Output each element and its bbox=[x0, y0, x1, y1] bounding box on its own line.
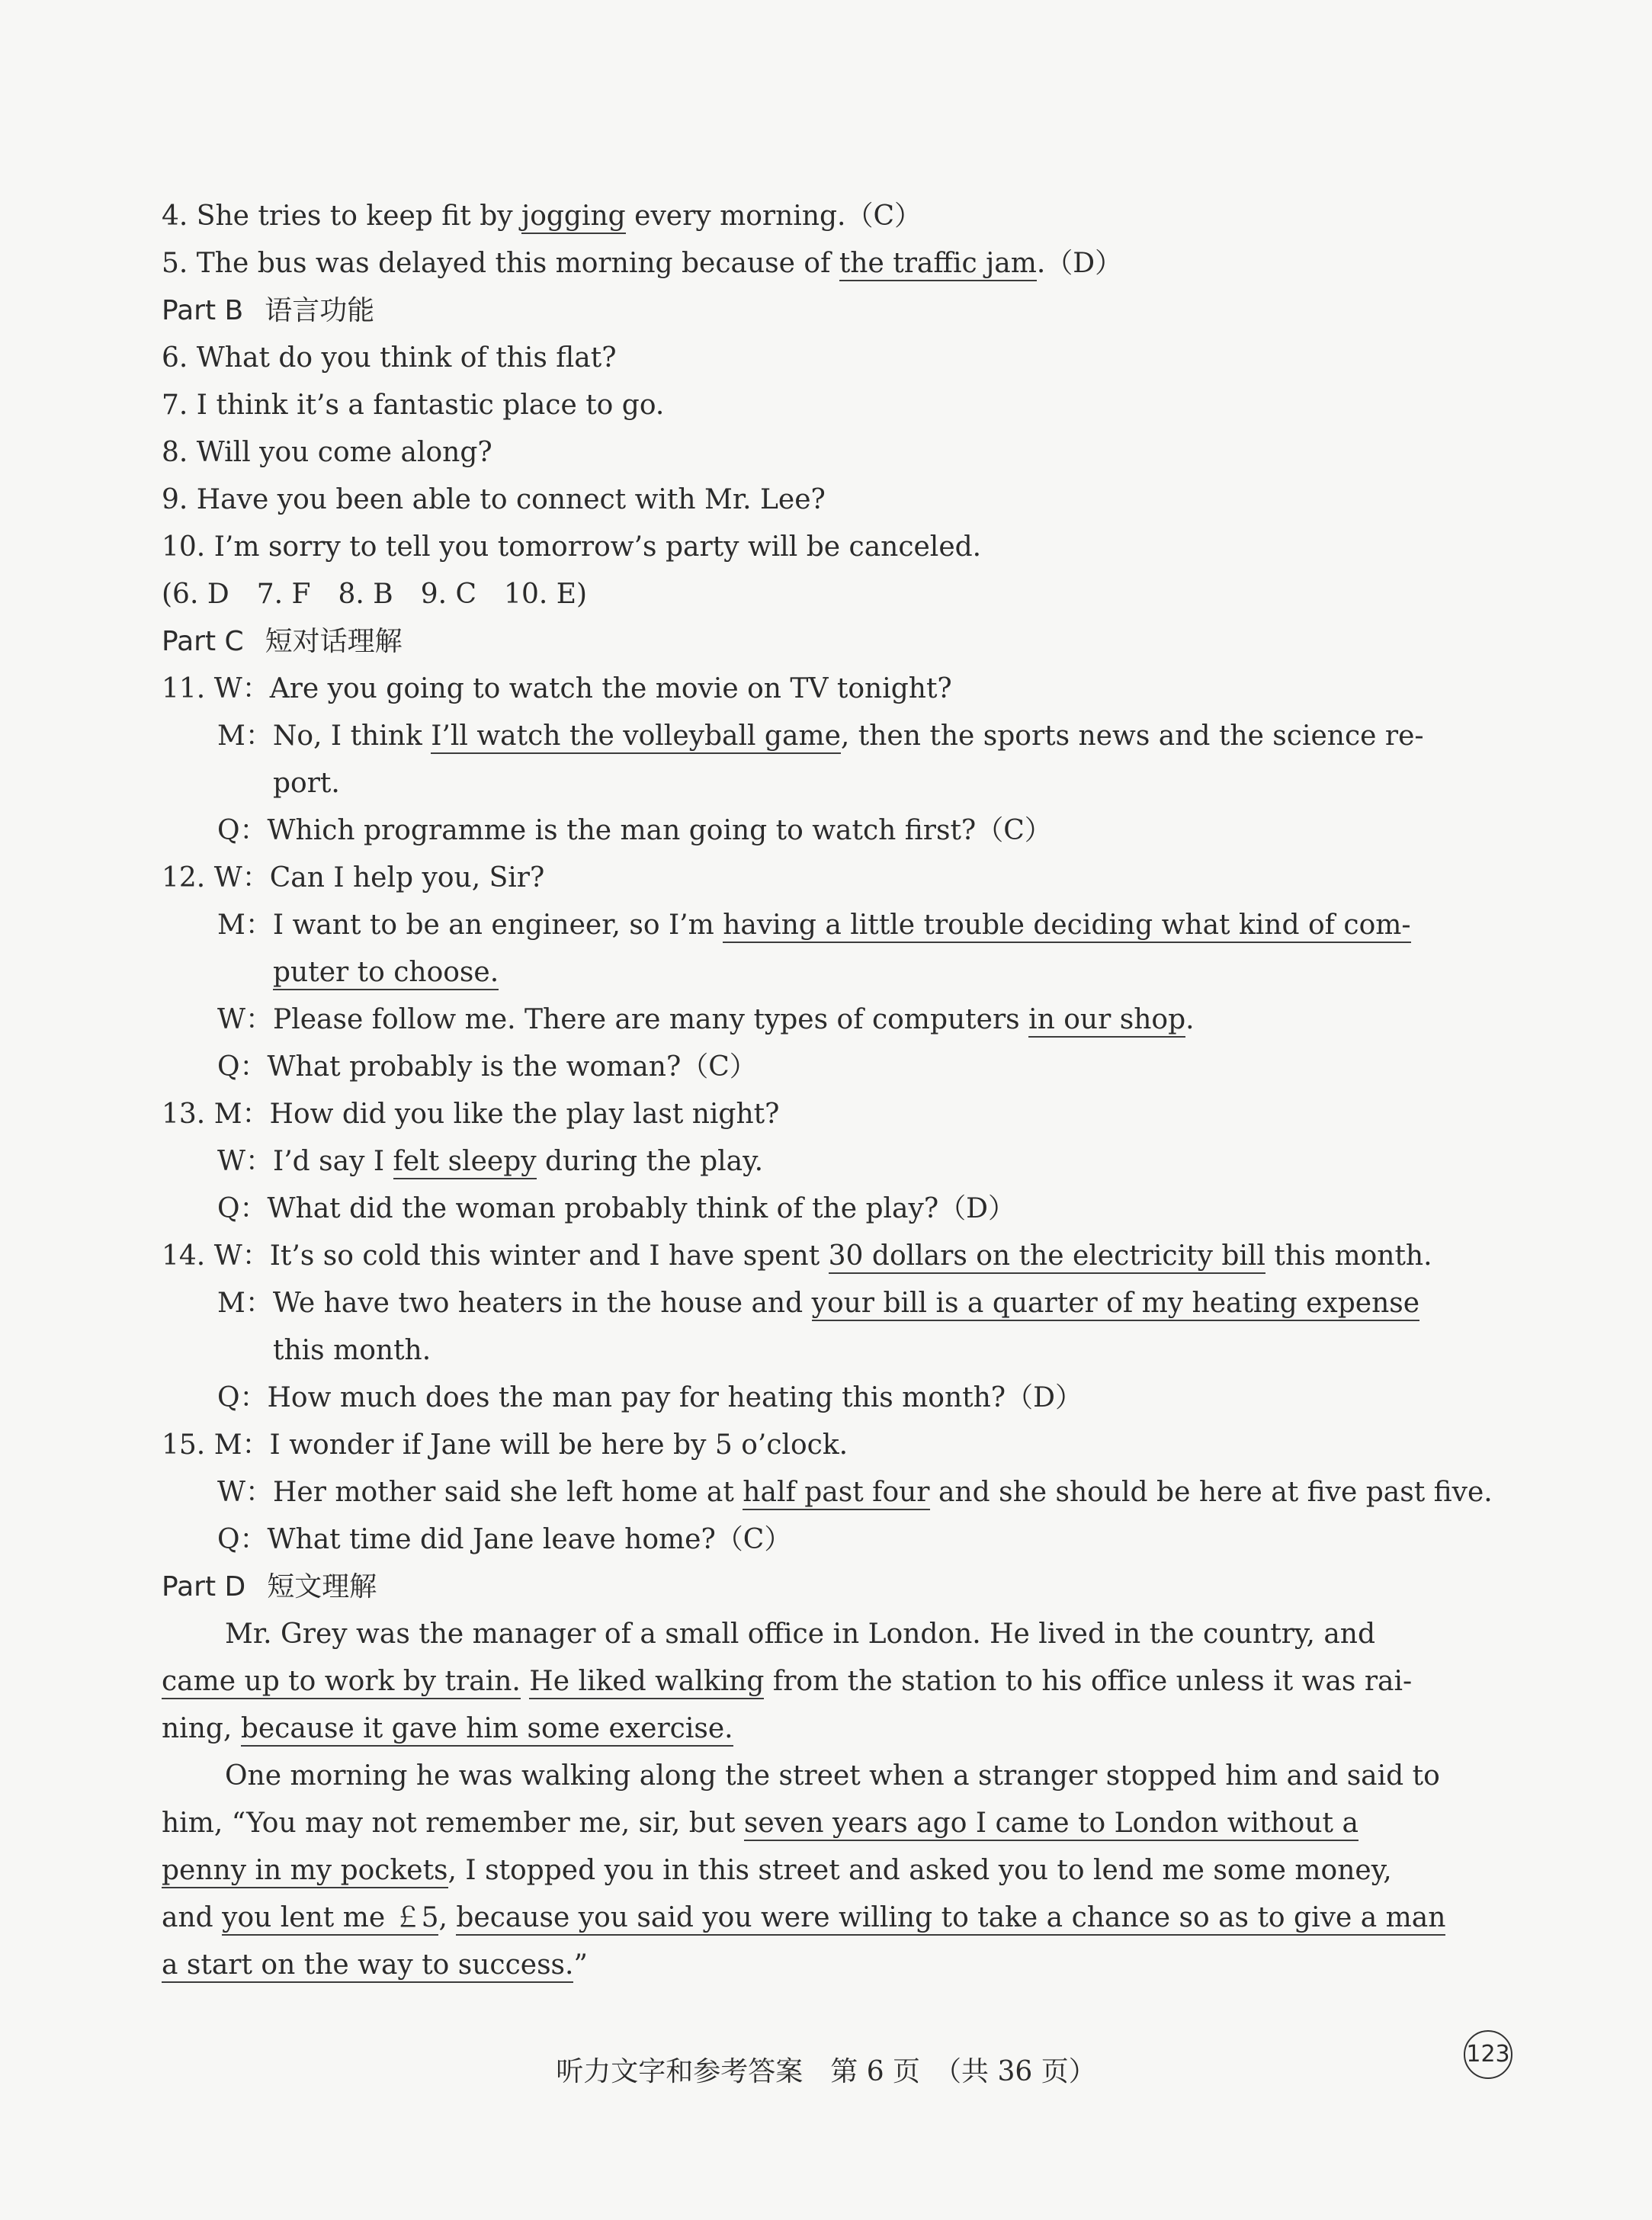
text-line bbox=[162, 479, 826, 521]
text-run: 14. W：It’s so cold this winter and I have spent bbox=[162, 1240, 829, 1272]
underlined-answer: because you said you were willing to take a chance so as to give a man bbox=[456, 1902, 1445, 1936]
text-run: during the play. bbox=[536, 1146, 764, 1177]
text-line bbox=[162, 384, 664, 427]
text-run: . bbox=[1185, 1004, 1195, 1035]
text-line bbox=[217, 904, 1411, 947]
section-heading bbox=[162, 621, 403, 663]
text-run: Mr. Grey was the manager of a small office in London. He lived in the country, and bbox=[225, 1618, 1376, 1650]
page-number: 123 bbox=[1466, 2041, 1510, 2068]
underlined-answer: 30 dollars on the electricity bill bbox=[829, 1240, 1265, 1274]
text-run: and she should be here at five past five. bbox=[929, 1477, 1493, 1508]
text-run: Q：Which programme is the man going to watch first?（C） bbox=[217, 815, 1052, 846]
text-run: and bbox=[162, 1902, 223, 1933]
text-run: , bbox=[438, 1902, 457, 1933]
text-line bbox=[162, 1093, 779, 1136]
paragraph-line bbox=[162, 1849, 1392, 1892]
text-run: 5. The bus was delayed this morning because of bbox=[162, 248, 839, 279]
underlined-answer: puter to choose. bbox=[273, 957, 499, 990]
text-run: .（D） bbox=[1036, 248, 1123, 279]
text-run: (6. D 7. F 8. B 9. C 10. E) bbox=[162, 579, 588, 610]
text-run: every morning.（C） bbox=[625, 201, 922, 232]
footer-text: 听力文字和参考答案 第 6 页 （共 36 页） bbox=[556, 2056, 1096, 2087]
text-run: 13. M：How did you like the play last night? bbox=[162, 1099, 780, 1130]
text-run: 15. M：I wonder if Jane will be here by 5 o’clock. bbox=[162, 1429, 848, 1461]
text-run: W：Her mother said she left home at bbox=[217, 1477, 743, 1508]
underlined-answer: a start on the way to success. bbox=[162, 1949, 573, 1983]
text-run: , then the sports news and the science re- bbox=[840, 720, 1424, 752]
section-label: Part C bbox=[162, 626, 244, 657]
text-line bbox=[273, 1330, 431, 1372]
text-run bbox=[521, 1666, 529, 1697]
text-run: this month. bbox=[273, 1335, 431, 1366]
text-run: 10. I’m sorry to tell you tomorrow’s party will be canceled. bbox=[162, 531, 982, 563]
section-title: 短文理解 bbox=[267, 1571, 377, 1602]
text-line bbox=[217, 715, 1424, 758]
text-line bbox=[217, 999, 1195, 1041]
paragraph-line bbox=[225, 1613, 1375, 1656]
text-run: M：I want to be an engineer, so I’m bbox=[217, 909, 723, 941]
text-line bbox=[162, 1424, 848, 1467]
text-run: Q：What probably is the woman?（C） bbox=[217, 1051, 757, 1083]
section-title: 短对话理解 bbox=[265, 626, 403, 657]
text-run: Q：What did the woman probably think of the play?（D） bbox=[217, 1193, 1015, 1224]
paragraph-line bbox=[162, 1944, 588, 1987]
paragraph-line bbox=[225, 1755, 1440, 1798]
text-line bbox=[217, 1282, 1419, 1325]
underlined-answer: you lent me ￡5 bbox=[222, 1902, 438, 1936]
text-run: port. bbox=[273, 768, 340, 799]
text-run: ” bbox=[573, 1949, 588, 1981]
text-run: 9. Have you been able to connect with Mr. Lee? bbox=[162, 484, 826, 515]
paragraph-line bbox=[162, 1708, 733, 1750]
text-run: Q：How much does the man pay for heating this month?（D） bbox=[217, 1382, 1083, 1413]
text-run: 8. Will you come along? bbox=[162, 437, 492, 468]
paragraph-line bbox=[162, 1897, 1445, 1939]
text-run: 11. W：Are you going to watch the movie on TV tonight? bbox=[162, 673, 952, 704]
text-line bbox=[162, 1235, 1432, 1278]
text-line bbox=[217, 1519, 791, 1561]
text-line bbox=[217, 1377, 1083, 1420]
text-line bbox=[273, 762, 340, 805]
text-run: 12. W：Can I help you, Sir? bbox=[162, 862, 545, 893]
section-title: 语言功能 bbox=[265, 295, 375, 326]
text-line bbox=[217, 1188, 1015, 1230]
text-line bbox=[162, 195, 922, 238]
underlined-answer: felt sleepy bbox=[393, 1146, 537, 1179]
page-footer bbox=[0, 2051, 1652, 2093]
text-run: W：Please follow me. There are many types of computers bbox=[217, 1004, 1029, 1035]
text-run: One morning he was walking along the street when a stranger stopped him and said to bbox=[225, 1760, 1440, 1792]
text-line bbox=[162, 337, 617, 380]
underlined-answer: came up to work by train. bbox=[162, 1666, 521, 1699]
section-label: Part D bbox=[162, 1571, 246, 1602]
underlined-answer: jogging bbox=[521, 201, 626, 234]
underlined-answer: having a little trouble deciding what kind of com- bbox=[723, 909, 1410, 943]
text-run: W：I’d say I bbox=[217, 1146, 393, 1177]
text-run: 6. What do you think of this flat? bbox=[162, 342, 617, 374]
text-line bbox=[217, 1046, 757, 1089]
text-line bbox=[162, 431, 492, 474]
text-run: this month. bbox=[1265, 1240, 1432, 1272]
page-number-badge bbox=[1464, 2030, 1512, 2079]
text-run: 7. I think it’s a fantastic place to go. bbox=[162, 390, 665, 421]
text-run: from the station to his office unless it was rai- bbox=[764, 1666, 1413, 1697]
underlined-answer: I’ll watch the volleyball game bbox=[431, 720, 841, 754]
text-line bbox=[162, 526, 981, 569]
underlined-answer: penny in my pockets bbox=[162, 1855, 448, 1888]
text-run: 4. She tries to keep fit by bbox=[162, 201, 522, 232]
text-run: , I stopped you in this street and asked you to lend me some money, bbox=[447, 1855, 1392, 1886]
text-line bbox=[162, 857, 544, 900]
paragraph-line bbox=[162, 1660, 1412, 1703]
underlined-answer: in our shop bbox=[1028, 1004, 1185, 1038]
underlined-answer: your bill is a quarter of my heating expense bbox=[812, 1288, 1419, 1321]
section-heading bbox=[162, 1566, 377, 1609]
text-run: M：We have two heaters in the house and bbox=[217, 1288, 812, 1319]
text-line bbox=[217, 1471, 1493, 1514]
text-run: Q：What time did Jane leave home?（C） bbox=[217, 1524, 792, 1555]
underlined-answer: half past four bbox=[743, 1477, 929, 1510]
text-line bbox=[217, 1140, 763, 1183]
text-line bbox=[162, 668, 952, 711]
paragraph-line bbox=[162, 1802, 1358, 1845]
text-run: ning, bbox=[162, 1713, 241, 1744]
text-line bbox=[162, 242, 1122, 285]
underlined-answer: He liked walking bbox=[529, 1666, 764, 1699]
text-run: M：No, I think bbox=[217, 720, 431, 752]
underlined-answer: because it gave him some exercise. bbox=[241, 1713, 733, 1747]
section-heading bbox=[162, 290, 374, 332]
text-line bbox=[217, 810, 1052, 852]
underlined-answer: the traffic jam bbox=[839, 248, 1037, 281]
underlined-answer: seven years ago I came to London without a bbox=[744, 1808, 1358, 1841]
text-run: him, “You may not remember me, sir, but bbox=[162, 1808, 744, 1839]
text-line bbox=[273, 951, 499, 994]
answer-key bbox=[162, 573, 587, 616]
section-label: Part B bbox=[162, 295, 244, 326]
